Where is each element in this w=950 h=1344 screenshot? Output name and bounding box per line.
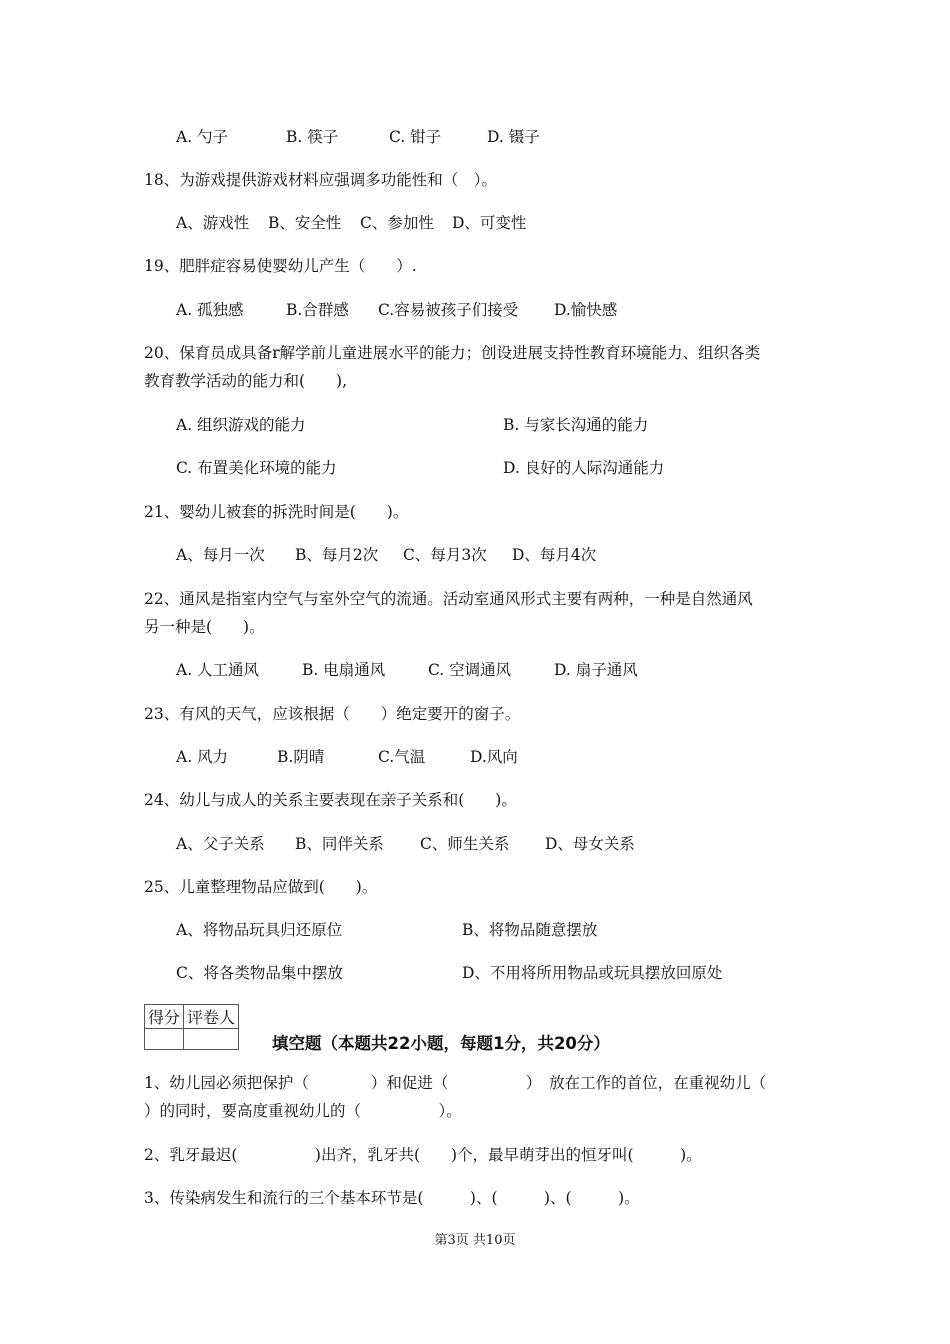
q24-option-b: B、同伴关系 — [295, 835, 384, 853]
q22-stem-line1: 22、通风是指室内空气与室外空气的流通。活动室通风形式主要有两种，一种是自然通风 — [144, 590, 753, 608]
q18-option-d: D、可变性 — [452, 214, 527, 232]
q25-option-b: B、将物品随意摆放 — [462, 921, 598, 939]
q25-option-d: D、不用将所用物品或玩具摆放回原处 — [462, 964, 723, 982]
q20-option-d: D. 良好的人际沟通能力 — [503, 459, 665, 477]
q19-option-d: D.愉快感 — [554, 301, 618, 319]
q18-option-b: B、安全性 — [268, 214, 342, 232]
q25-option-a: A、将物品玩具归还原位 — [176, 921, 343, 939]
q18-stem: 18、为游戏提供游戏材料应强调多功能性和（ ）。 — [144, 171, 497, 189]
q17-option-c: C. 钳子 — [389, 128, 442, 146]
q17-option-d: D. 镊子 — [487, 128, 540, 146]
q22-option-b: B. 电扇通风 — [302, 661, 386, 679]
q25-option-c: C、将各类物品集中摆放 — [176, 964, 343, 982]
q19-option-b: B.合群感 — [286, 301, 349, 319]
fill-q3: 3、传染病发生和流行的三个基本环节是( )、( )、( )。 — [144, 1189, 640, 1207]
score-table — [144, 1004, 239, 1050]
q24-stem: 24、幼儿与成人的关系主要表现在亲子关系和( )。 — [144, 791, 517, 809]
q20-option-c: C. 布置美化环境的能力 — [176, 459, 337, 477]
fill-q2: 2、乳牙最迟( )出齐，乳牙共( )个，最早萌芽出的恒牙叫( )。 — [144, 1146, 702, 1164]
q23-stem: 23、有风的天气，应该根据（ ）绝定要开的窗子。 — [144, 705, 521, 723]
q18-option-a: A、游戏性 — [176, 214, 250, 232]
q19-stem: 19、肥胖症容易使婴幼儿产生（ ）. — [144, 257, 417, 275]
q18-option-c: C、参加性 — [360, 214, 434, 232]
q23-option-b: B.阴晴 — [277, 748, 325, 766]
q20-option-b: B. 与家长沟通的能力 — [503, 416, 649, 434]
q22-stem-line2: 另一种是( )。 — [144, 618, 265, 636]
page-footer: 第3页 共10页 — [434, 1233, 516, 1248]
q24-option-a: A、父子关系 — [176, 835, 265, 853]
q21-option-c: C、每月3次 — [403, 546, 487, 564]
q23-option-a: A. 风力 — [176, 748, 229, 766]
q21-stem: 21、婴幼儿被套的拆洗时间是( )。 — [144, 503, 409, 521]
q20-stem-line2: 教育教学活动的能力和( ), — [144, 372, 348, 390]
score-label: 得分 — [145, 1005, 184, 1029]
q19-option-c: C.容易被孩子们接受 — [378, 301, 519, 319]
fill-q1-line2: ）的同时，要高度重视幼儿的（ ）。 — [144, 1102, 462, 1120]
q23-option-c: C.气温 — [378, 748, 426, 766]
q21-option-b: B、每月2次 — [295, 546, 379, 564]
q23-option-d: D.风向 — [470, 748, 518, 766]
q20-option-a: A. 组织游戏的能力 — [176, 416, 306, 434]
q22-option-a: A. 人工通风 — [176, 661, 260, 679]
grader-cell — [184, 1029, 239, 1050]
q24-option-d: D、母女关系 — [545, 835, 635, 853]
section-title: 填空题（本题共22小题，每题1分，共20分） — [272, 1034, 610, 1053]
fill-q1-line1: 1、幼儿园必须把保护（ ）和促进（ ） 放在工作的首位，在重视幼儿（ — [144, 1074, 767, 1092]
q17-option-a: A. 勺子 — [176, 128, 229, 146]
q21-option-d: D、每月4次 — [512, 546, 597, 564]
q19-option-a: A. 孤独感 — [176, 301, 244, 319]
q24-option-c: C、师生关系 — [420, 835, 510, 853]
q17-option-b: B. 筷子 — [286, 128, 339, 146]
grader-label: 评卷人 — [184, 1005, 239, 1029]
q20-stem-line1: 20、保育员成具备r解学前儿童进展水平的能力；创设进展支持性教育环境能力、组织各类 — [144, 344, 761, 362]
q22-option-c: C. 空调通风 — [428, 661, 512, 679]
q21-option-a: A、每月一次 — [176, 546, 265, 564]
q22-option-d: D. 扇子通风 — [554, 661, 638, 679]
score-cell — [145, 1029, 184, 1050]
q25-stem: 25、儿童整理物品应做到( )。 — [144, 878, 378, 896]
